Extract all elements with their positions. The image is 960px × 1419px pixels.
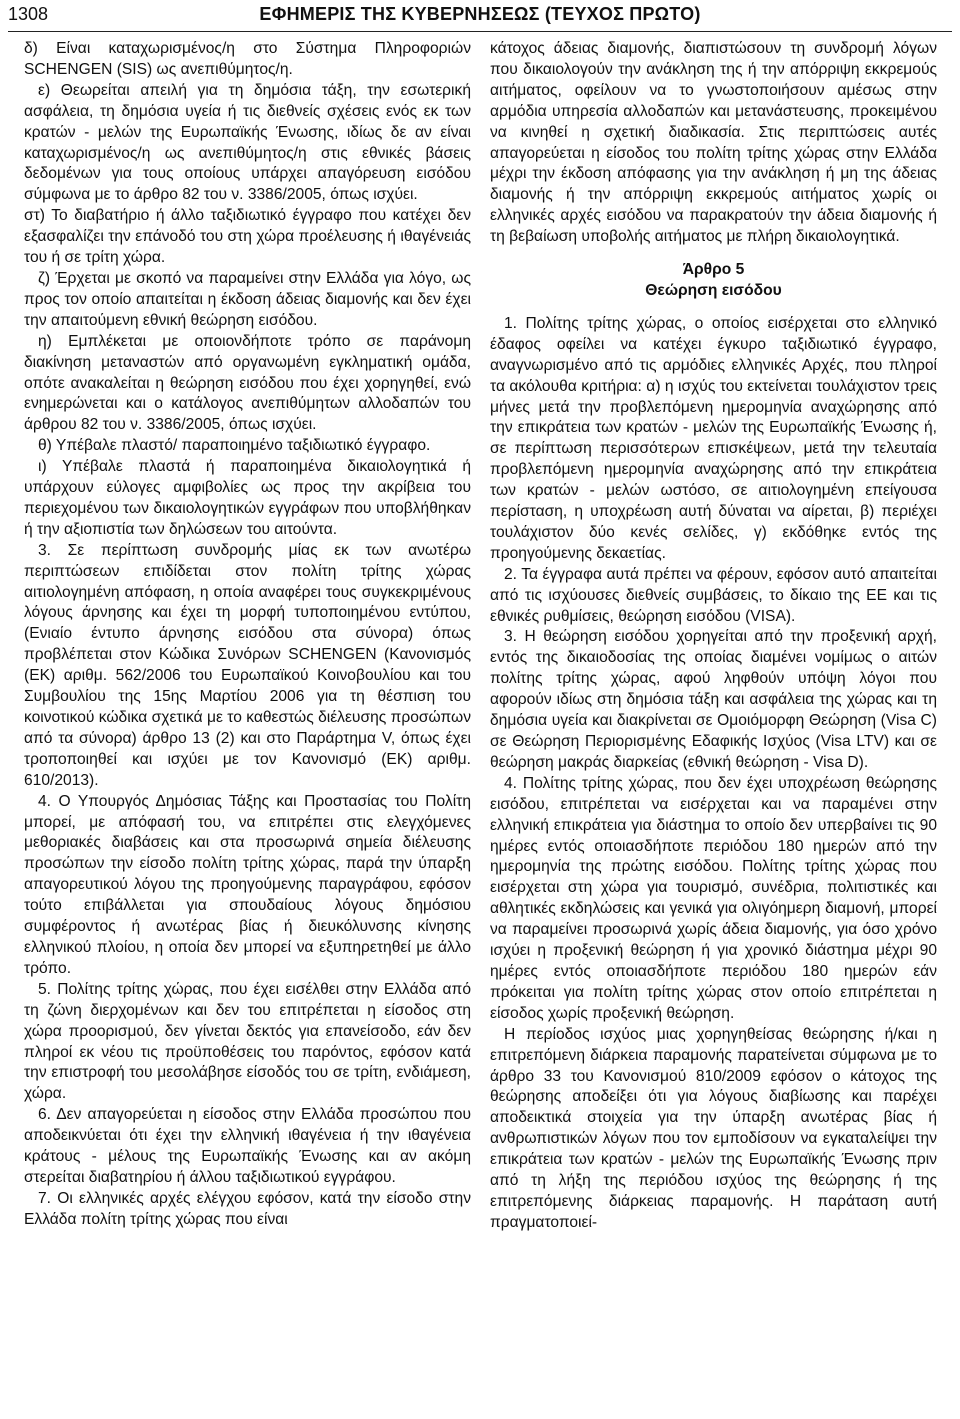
- left-column: [24, 39, 471, 1231]
- paragraph: 1. Πολίτης τρίτης χώρας, ο οποίος εισέρχεται στο ελληνικό έδαφος οφείλει να κατέχει έγκυρο ταξιδιωτικό έγγραφο, αναγνωρισμένο από τις αρμόδιες ελληνικές Αρχές, που πληροί τα ακόλουθα κριτήρια: α) η ισχύς του εκτείνεται τουλάχιστον τρεις μήνες μετά την προβλεπόμενη ημερομηνία αναχώρησης από την επικράτεια των κρατών - μελών της Ευρωπαϊκής Ένωσης ή, σε περίπτωση περισσότερων επισκέψεων, μετά την τελευταία προβλεπόμενη ημερομηνία αναχώρησης από την επικράτεια των κρατών - μελών ωστόσο, σε αιτιολογημένη επείγουσα περίσταση, η υποχρέωση αυτή δύναται να αίρεται, β) περιέχει τουλάχιστον δύο κενές σελίδες, γ) εκδόθηκε εντός της προηγούμενης δεκαετίας.: [490, 314, 937, 562]
- right-column: [490, 39, 937, 1234]
- spacer: [490, 302, 937, 314]
- paragraph: 7. Οι ελληνικές αρχές ελέγχου εφόσον, κατά την είσοδο στην Ελλάδα πολίτη τρίτης χώρας που είναι: [24, 1189, 471, 1228]
- paragraph: δ) Είναι καταχωρισμένος/η στο Σύστημα Πληροφοριών SCHENGEN (SIS) ως ανεπιθύμητος/η.: [24, 40, 471, 78]
- paragraph: θ) Υπέβαλε πλαστό/ παραποιημένο ταξιδιωτικό έγγραφο.: [38, 437, 431, 455]
- paragraph: η) Εμπλέκεται με οποιονδήποτε τρόπο σε παράνομη διακίνηση μεταναστών από οργανωμένη εγκληματική ομάδα, οπότε ανακαλείται η θεώρηση εισόδου που έχει χορηγηθεί, ενώ ενημερώνεται και ο κατάλογος ανεπιθύμητων αλλοδαπών του άρθρου 82 του ν. 3386/2005, όπως ισχύει.: [24, 332, 471, 434]
- paragraph: 5. Πολίτης τρίτης χώρας, που έχει εισέλθει στην Ελλάδα από τη ζώνη διερχομένων και δεν του επιτρέπεται η είσοδος στη χώρα προορισμού, δεν γίνεται δεκτός για επανείσοδο, εάν δεν πληροί εκ νέου τις προϋποθέσεις του παρόντος, εφόσον κατά την επιστροφή του μεσολάβησε είσοδός του σε τρίτη, ενδιάμεση, χώρα.: [24, 980, 471, 1103]
- page-header: [0, 0, 960, 30]
- paragraph: ι) Υπέβαλε πλαστά ή παραποιημένα δικαιολογητικά ή υπάρχουν εύλογες αμφιβολίες ως προς την ακρίβεια του περιεχομένου των δικαιολογητικών εγγράφων που υποβλήθηκαν ή την αξιοπιστία των δηλώσεων του αιτούντα.: [24, 458, 471, 538]
- paragraph: κάτοχος άδειας διαμονής, διαπιστώσουν τη συνδρομή λόγων που δικαιολογούν την ανάκληση της ή την απόρριψη εκκρεμούς αιτήματος, οφείλουν να το γνωστοποιήσουν αμέσως στην αρμόδια υπηρεσία αλλοδαπών και μετανάστευσης, προκειμένου να κινηθεί η σχετική διαδικασία. Στις περιπτώσεις αυτές απαγορεύεται η είσοδος του πολίτη τρίτης χώρας στην Ελλάδα μέχρι την έκδοση απόφασης για την ανάκληση ή μη της άδειας διαμονής ή την απόρριψη εκκρεμούς αιτήματος χωρίς οι ελληνικές αρχές εισόδου να παρακρατούν την άδεια διαμονής ή τη βεβαίωση υποβολής αιτήματος με πλήρη δικαιολογητικά.: [490, 40, 937, 246]
- article-number: Άρθρο 5: [682, 261, 745, 279]
- page-number: 1308: [8, 4, 49, 24]
- paragraph: 3. Σε περίπτωση συνδρομής μίας εκ των ανωτέρω περιπτώσεων επιδίδεται στον πολίτη τρίτης χώρας αιτιολογημένη απόφαση, η οποία αναφέρει τους συγκεκριμένους λόγους άρνησης και έχει τη μορφή τυποποιημένου εντύπου, (Ενιαίο έντυπο άρνησης εισόδου στα σύνορα) όπως προβλέπεται στον Κώδικα Συνόρων SCHENGEN (Κανονισμός (ΕΚ) αριθμ. 562/2006 του Ευρωπαϊκού Κοινοβουλίου και του Συμβουλίου της 15ης Μαρτίου 2006 για τη θέσπιση του κοινοτικού κώδικα σχετικά με το καθεστώς διέλευσης προσώπων από τα σύνορα) άρθρο 13 (2) και στο Παράρτημα V, όπως έχει τροποποιηθεί και ισχύει με τον Κανονισμό (ΕΚ) αριθμ. 610/2013).: [24, 541, 471, 789]
- paragraph: ε) Θεωρείται απειλή για τη δημόσια τάξη, την εσωτερική ασφάλεια, τη δημόσια υγεία ή τις διεθνείς σχέσεις ενός εκ των κρατών - μελών της Ευρωπαϊκής Ένωσης, ιδίως δε αν είναι καταχωρισμένος/η ως ανεπιθύμητος/η στις εθνικές βάσεις δεδομένων για τους οποίους υπάρχει απαγόρευση εισόδου σύμφωνα με το άρθρο 82 του ν. 3386/2005, όπως ισχύει.: [24, 81, 471, 204]
- spacer: [490, 248, 937, 260]
- paragraph: Η περίοδος ισχύος μιας χορηγηθείσας θεώρησης ή/και η επιτρεπόμενη διάρκεια παραμονής παρατείνεται σύμφωνα με το άρθρο 33 του Κανονισμού 810/2009 εφόσον ο κάτοχος της θεώρησης αποδείξει ότι για λόγους διαβίωσης και παρέχει αποδεικτικά στοιχεία για την ύπαρξη ανωτέρας βίας ή ανθρωπιστικών λόγων που τον εμποδίσουν να εγκαταλείψει την επικράτεια των κρατών - μελών της Ευρωπαϊκής Ένωσης πριν από τη λήξη της περιόδου ισχύος της θεώρησης ή της επιτρεπόμενης διάρκειας παραμονής. Η παράταση αυτή πραγματοποιεί-: [490, 1025, 937, 1231]
- paragraph: 4. Ο Υπουργός Δημόσιας Τάξης και Προστασίας του Πολίτη μπορεί, με απόφασή του, να επιτρέπει στις ελεγχόμενες μεθοριακές διαβάσεις και στα προσωρινά σημεία διέλευσης προσώπων την είσοδο πολίτη τρίτης χώρας, παρά την ύπαρξη απαγορευτικού λόγου της προηγούμενης παραγράφου, εφόσον τούτο επιβάλλεται για σπουδαίους λόγους δημόσιου συμφέροντος ή ανωτέρας βίας ή διευκόλυνσης κίνησης ελληνικού πλοίου, η οποία δεν μπορεί να εξυπηρετηθεί με άλλο τρόπο.: [24, 792, 471, 977]
- paragraph: 6. Δεν απαγορεύεται η είσοδος στην Ελλάδα προσώπου που αποδεικνύεται ότι έχει την ελληνική ιθαγένεια ή την ιθαγένεια κράτους - μέλους της Ευρωπαϊκής Ένωσης και αν ακόμη στερείται διαβατηρίου ή άλλου ταξιδιωτικού εγγράφου.: [24, 1106, 471, 1186]
- paragraph: 3. Η θεώρηση εισόδου χορηγείται από την προξενική αρχή, εντός της δικαιοδοσίας της οποίας διαμένει νομίμως ο αιτών πολίτης τρίτης χώρας, αφού ληφθούν υπόψη λόγοι που αφορούν ιδίως στη δημόσια τάξη και ασφάλεια της χώρας και τη δημόσια υγεία και διακρίνεται σε Ομοιόμορφη Θεώρηση (Visa C) σε Θεώρηση Περιορισμένης Εδαφικής Ισχύος (Visa LTV) και σε θεώρηση μακράς διαρκείας (εθνική θεώρηση - Visa D).: [490, 628, 937, 771]
- article-title: Θεώρηση εισόδου: [645, 281, 782, 299]
- header-rule: [8, 31, 952, 32]
- paragraph: στ) Το διαβατήριο ή άλλο ταξιδιωτικό έγγραφο που κατέχει δεν εξασφαλίζει την επάνοδό του στη χώρα προέλευσης ή ιθαγένειάς του ή σε τρίτη χώρα.: [24, 207, 471, 267]
- paragraph: 2. Τα έγγραφα αυτά πρέπει να φέρουν, εφόσον αυτό απαιτείται από τις ισχύουσες διεθνείς συμβάσεις, το δίκαιο της ΕΕ και τις εθνικές ρυθμίσεις, θεώρηση εισόδου (VISA).: [490, 565, 937, 625]
- gazette-title: ΕΦΗΜΕΡΙΣ ΤΗΣ ΚΥΒΕΡΝΗΣΕΩΣ (ΤΕΥΧΟΣ ΠΡΩΤΟ): [259, 4, 701, 24]
- paragraph: ζ) Έρχεται με σκοπό να παραμείνει στην Ελλάδα για λόγο, ως προς τον οποίο απαιτείται η έκδοση άδειας διαμονής και δεν έχει την απαιτούμενη εθνική θεώρηση εισόδου.: [24, 269, 471, 329]
- paragraph: 4. Πολίτης τρίτης χώρας, που δεν έχει υποχρέωση θεώρησης εισόδου, επιτρέπεται να εισέρχεται και να παραμένει στην ελληνική επικράτεια για διάστημα το οποίο δεν υπερβαίνει τις 90 ημέρες εντός οποιασδήποτε περιόδου 180 ημερών από την ημερομηνία της πρώτης εισόδου. Πολίτης τρίτης χώρας που εισέρχεται στη χώρα για τουρισμό, συνέδρια, πολιτιστικές και αθλητικές εκδηλώσεις και γενικά για ολιγόημερη διαμονή, μπορεί να παραμείνει προσωρινά χωρίς άδεια διαμονής, για όσο χρόνο ισχύει η προξενική θεώρηση ή για χρονικό διάστημα μέχρι 90 ημέρες εντός οποιασδήποτε περιόδου 180 ημερών εάν πρόκειται για πολίτη τρίτης χώρας στον οποίο επιτρέπεται η είσοδος χωρίς προξενική θεώρηση.: [490, 774, 937, 1022]
